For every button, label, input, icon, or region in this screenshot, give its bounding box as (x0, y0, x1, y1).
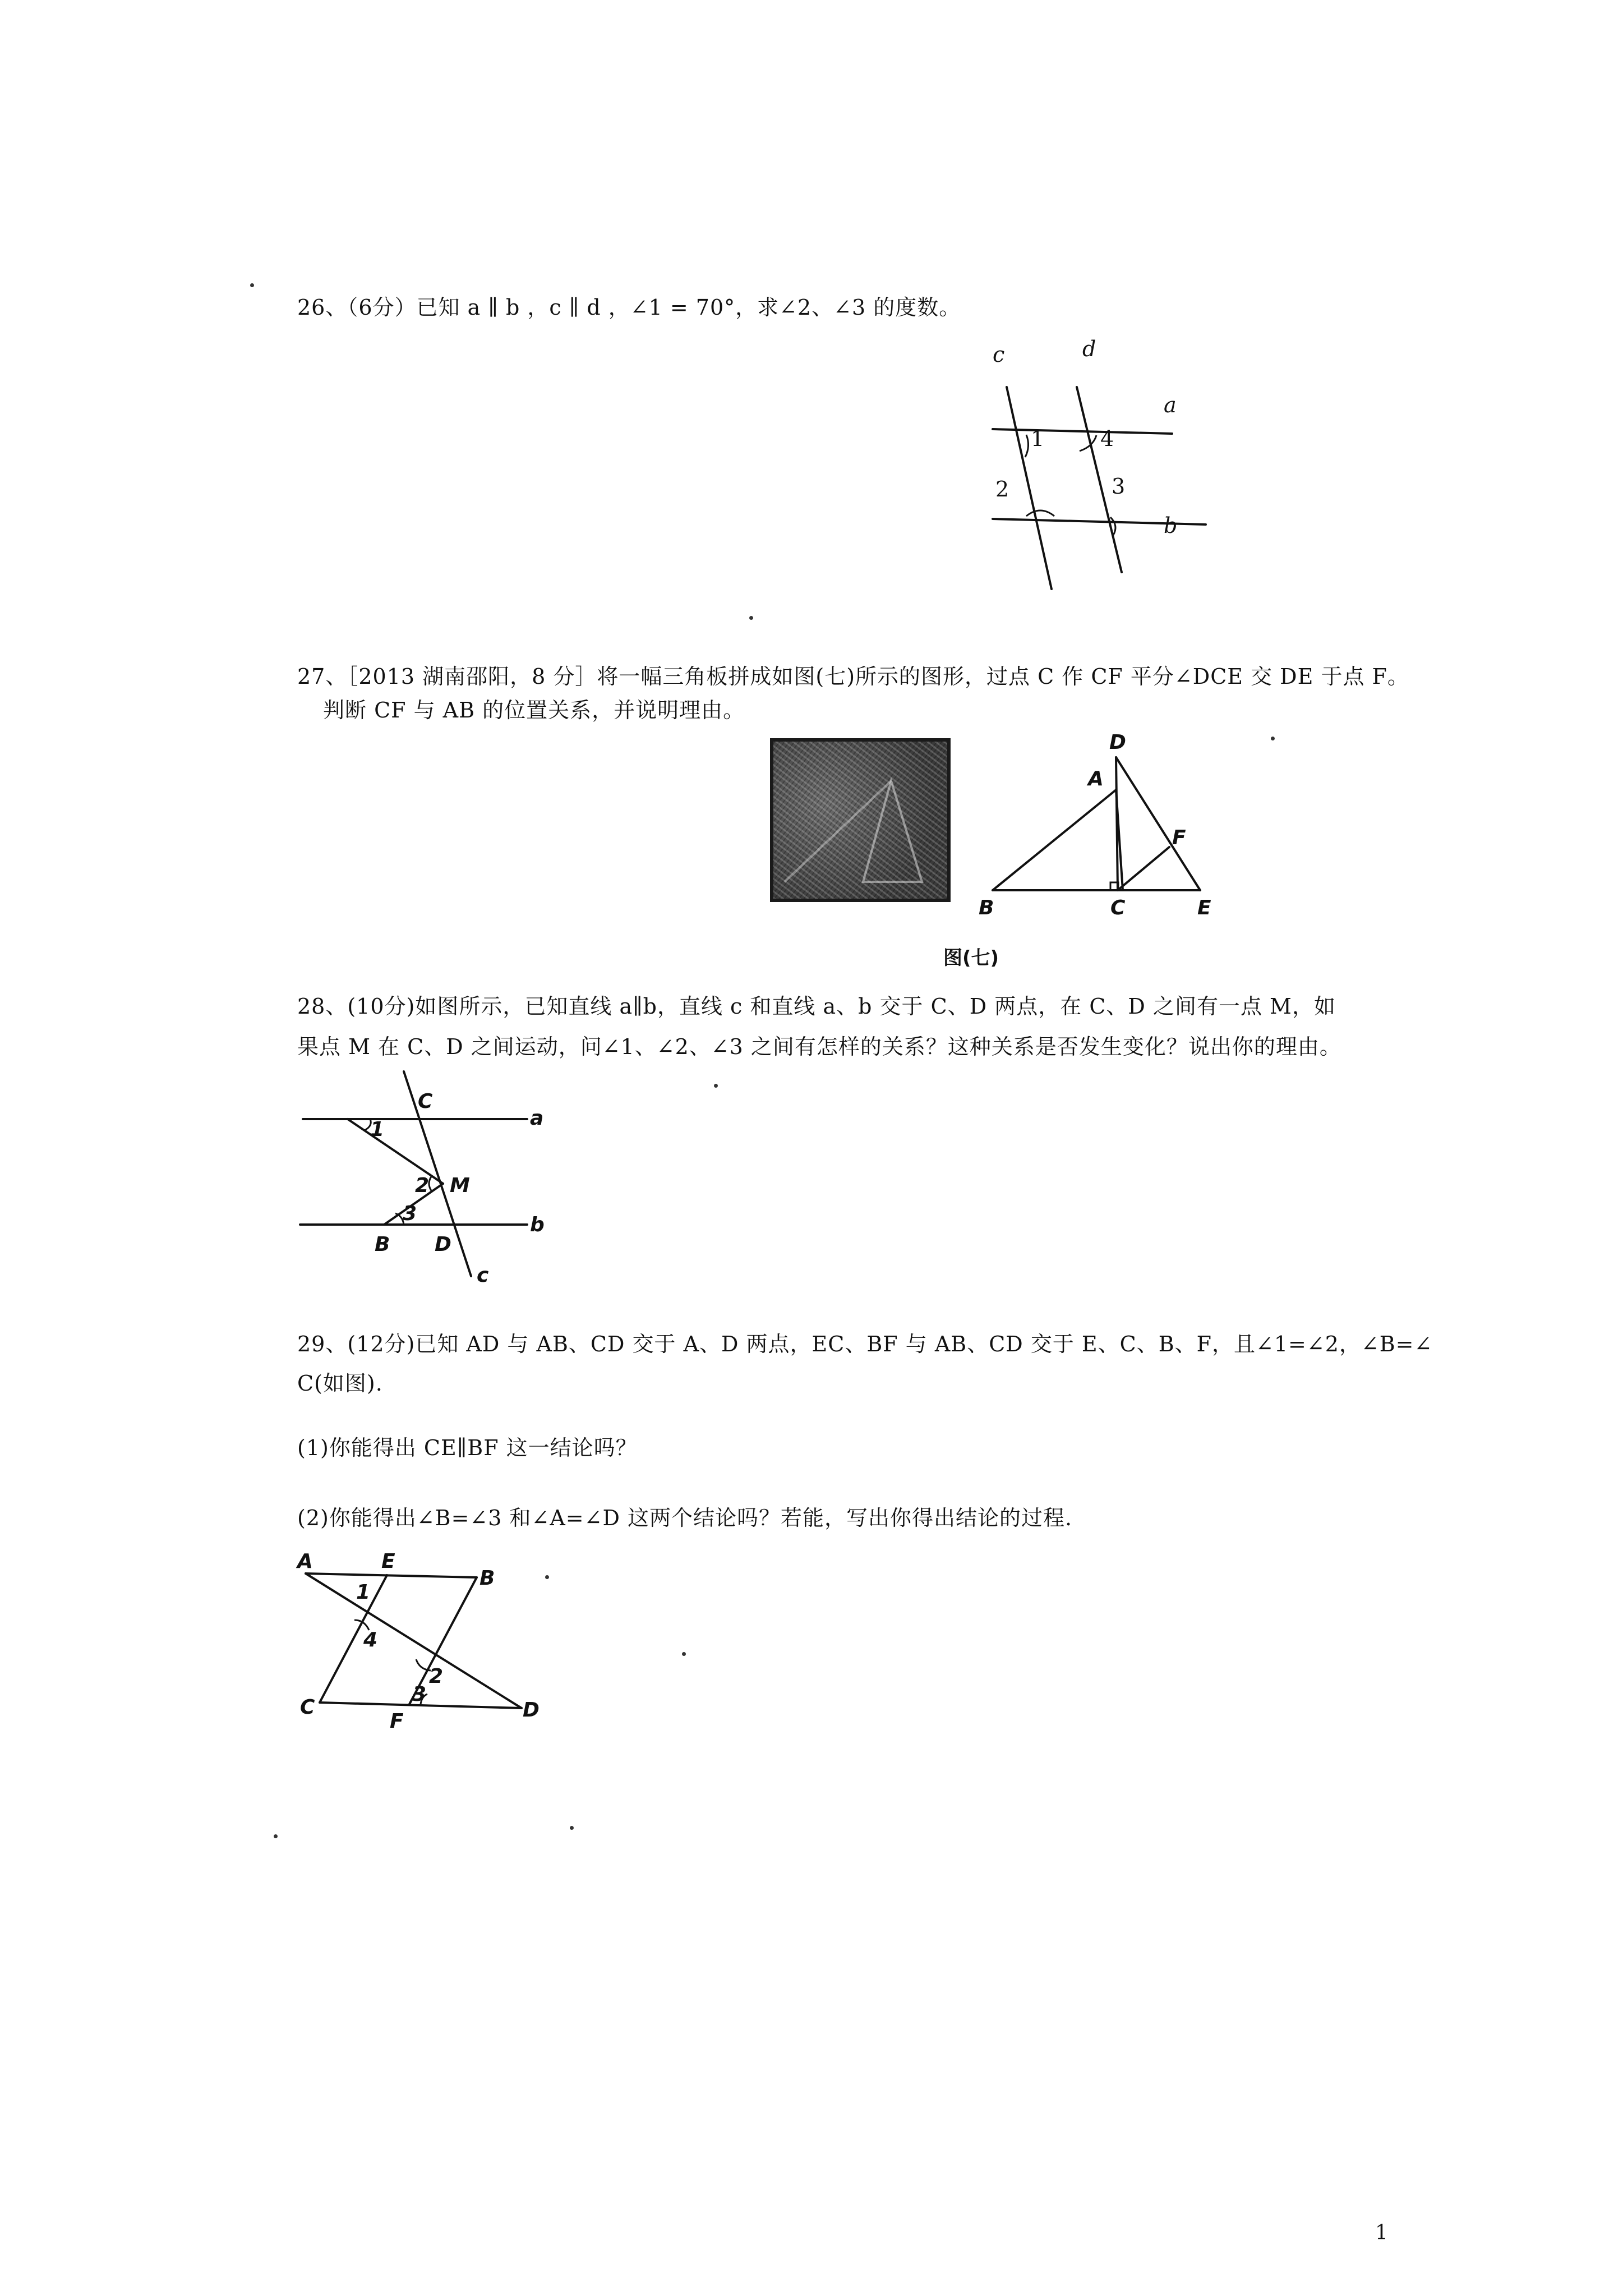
q28-line2: 果点 M 在 C、D 之间运动，问∠1、∠2、∠3 之间有怎样的关系？这种关系是否发生变化？说出你的理由。 (297, 1034, 1341, 1059)
label-2: 2 (429, 1665, 444, 1688)
q28-line1: 28、(10分)如图所示，已知直线 a∥b，直线 c 和直线 a、b 交于 C、D 两点，在 C、D 之间有一点 M，如 (297, 994, 1336, 1019)
q29-figure (292, 1550, 583, 1747)
q26-figure (942, 331, 1223, 602)
page-number: 1 (1375, 2221, 1388, 2244)
label-1: 1 (1031, 426, 1045, 451)
label-F: F (390, 1710, 404, 1733)
q29-line1: 29、(12分)已知 AD 与 AB、CD 交于 A、D 两点，EC、BF 与 AB、CD 交于 E、C、B、F，且∠1=∠2，∠B=∠ (297, 1332, 1433, 1356)
speck (570, 1826, 574, 1830)
q27-line1: 27、［2013 湖南邵阳，8 分］将一幅三角板拼成如图(七)所示的图形，过点 C 作 CF 平分∠DCE 交 DE 于点 F。 (297, 664, 1409, 689)
q29-sub1: (1)你能得出 CE∥BF 这一结论吗？ (297, 1435, 638, 1460)
q27-line2: 判断 CF 与 AB 的位置关系，并说明理由。 (323, 698, 745, 723)
label-1: 1 (370, 1118, 385, 1141)
q29-sub2: (2)你能得出∠B=∠3 和∠A=∠D 这两个结论吗？若能，写出你得出结论的过程. (297, 1506, 1073, 1530)
label-B: B (979, 896, 994, 919)
label-c: c (477, 1264, 489, 1287)
label-a: a (530, 1107, 544, 1130)
label-C: C (418, 1090, 433, 1113)
label-C: C (300, 1696, 315, 1719)
q28-figure (292, 1066, 583, 1292)
speck (1271, 737, 1275, 740)
label-B: B (375, 1233, 390, 1256)
label-2: 2 (995, 477, 1009, 501)
speck (250, 283, 254, 287)
label-4: 4 (363, 1628, 378, 1651)
label-1: 1 (356, 1581, 371, 1604)
label-b: b (530, 1213, 545, 1236)
speck (749, 616, 753, 620)
label-a: a (1164, 393, 1177, 417)
q26-text: 26、（6分）已知 a ∥ b ，c ∥ d ，∠1 = 70°，求∠2、∠3 的度数。 (297, 295, 961, 320)
label-c: c (993, 342, 1005, 367)
label-B: B (479, 1567, 495, 1590)
label-2: 2 (415, 1174, 430, 1197)
label-D: D (523, 1699, 540, 1722)
line-a (993, 429, 1172, 434)
label-A: A (1088, 767, 1104, 790)
q27-figure (976, 729, 1228, 933)
label-E: E (381, 1550, 395, 1573)
label-d: d (1082, 337, 1096, 361)
segment-CF (1118, 847, 1169, 890)
label-M: M (450, 1174, 470, 1197)
label-3: 3 (412, 1683, 427, 1706)
label-4: 4 (1100, 426, 1114, 451)
label-A: A (297, 1550, 313, 1573)
speck (714, 1084, 718, 1088)
label-b: b (1164, 513, 1178, 538)
line-c (1007, 387, 1052, 589)
angle-2-arc (1026, 510, 1054, 516)
label-D: D (435, 1233, 451, 1256)
angle-1-arc (1025, 435, 1029, 457)
label-D: D (1109, 731, 1126, 754)
angle-2-arc (429, 1176, 432, 1191)
segment-AB (306, 1573, 477, 1577)
label-3: 3 (403, 1202, 417, 1225)
speck (274, 1834, 278, 1838)
label-C: C (1110, 896, 1126, 919)
segment-DE (1116, 757, 1200, 890)
speck (682, 1652, 686, 1656)
label-E: E (1197, 896, 1211, 919)
q29-line2: C(如图). (297, 1371, 383, 1396)
segment-BA (993, 790, 1116, 890)
label-F: F (1172, 826, 1186, 849)
label-3: 3 (1112, 474, 1126, 499)
speck (545, 1575, 549, 1579)
figure-7-caption: 图(七) (943, 947, 999, 969)
q27-photo (770, 738, 951, 902)
